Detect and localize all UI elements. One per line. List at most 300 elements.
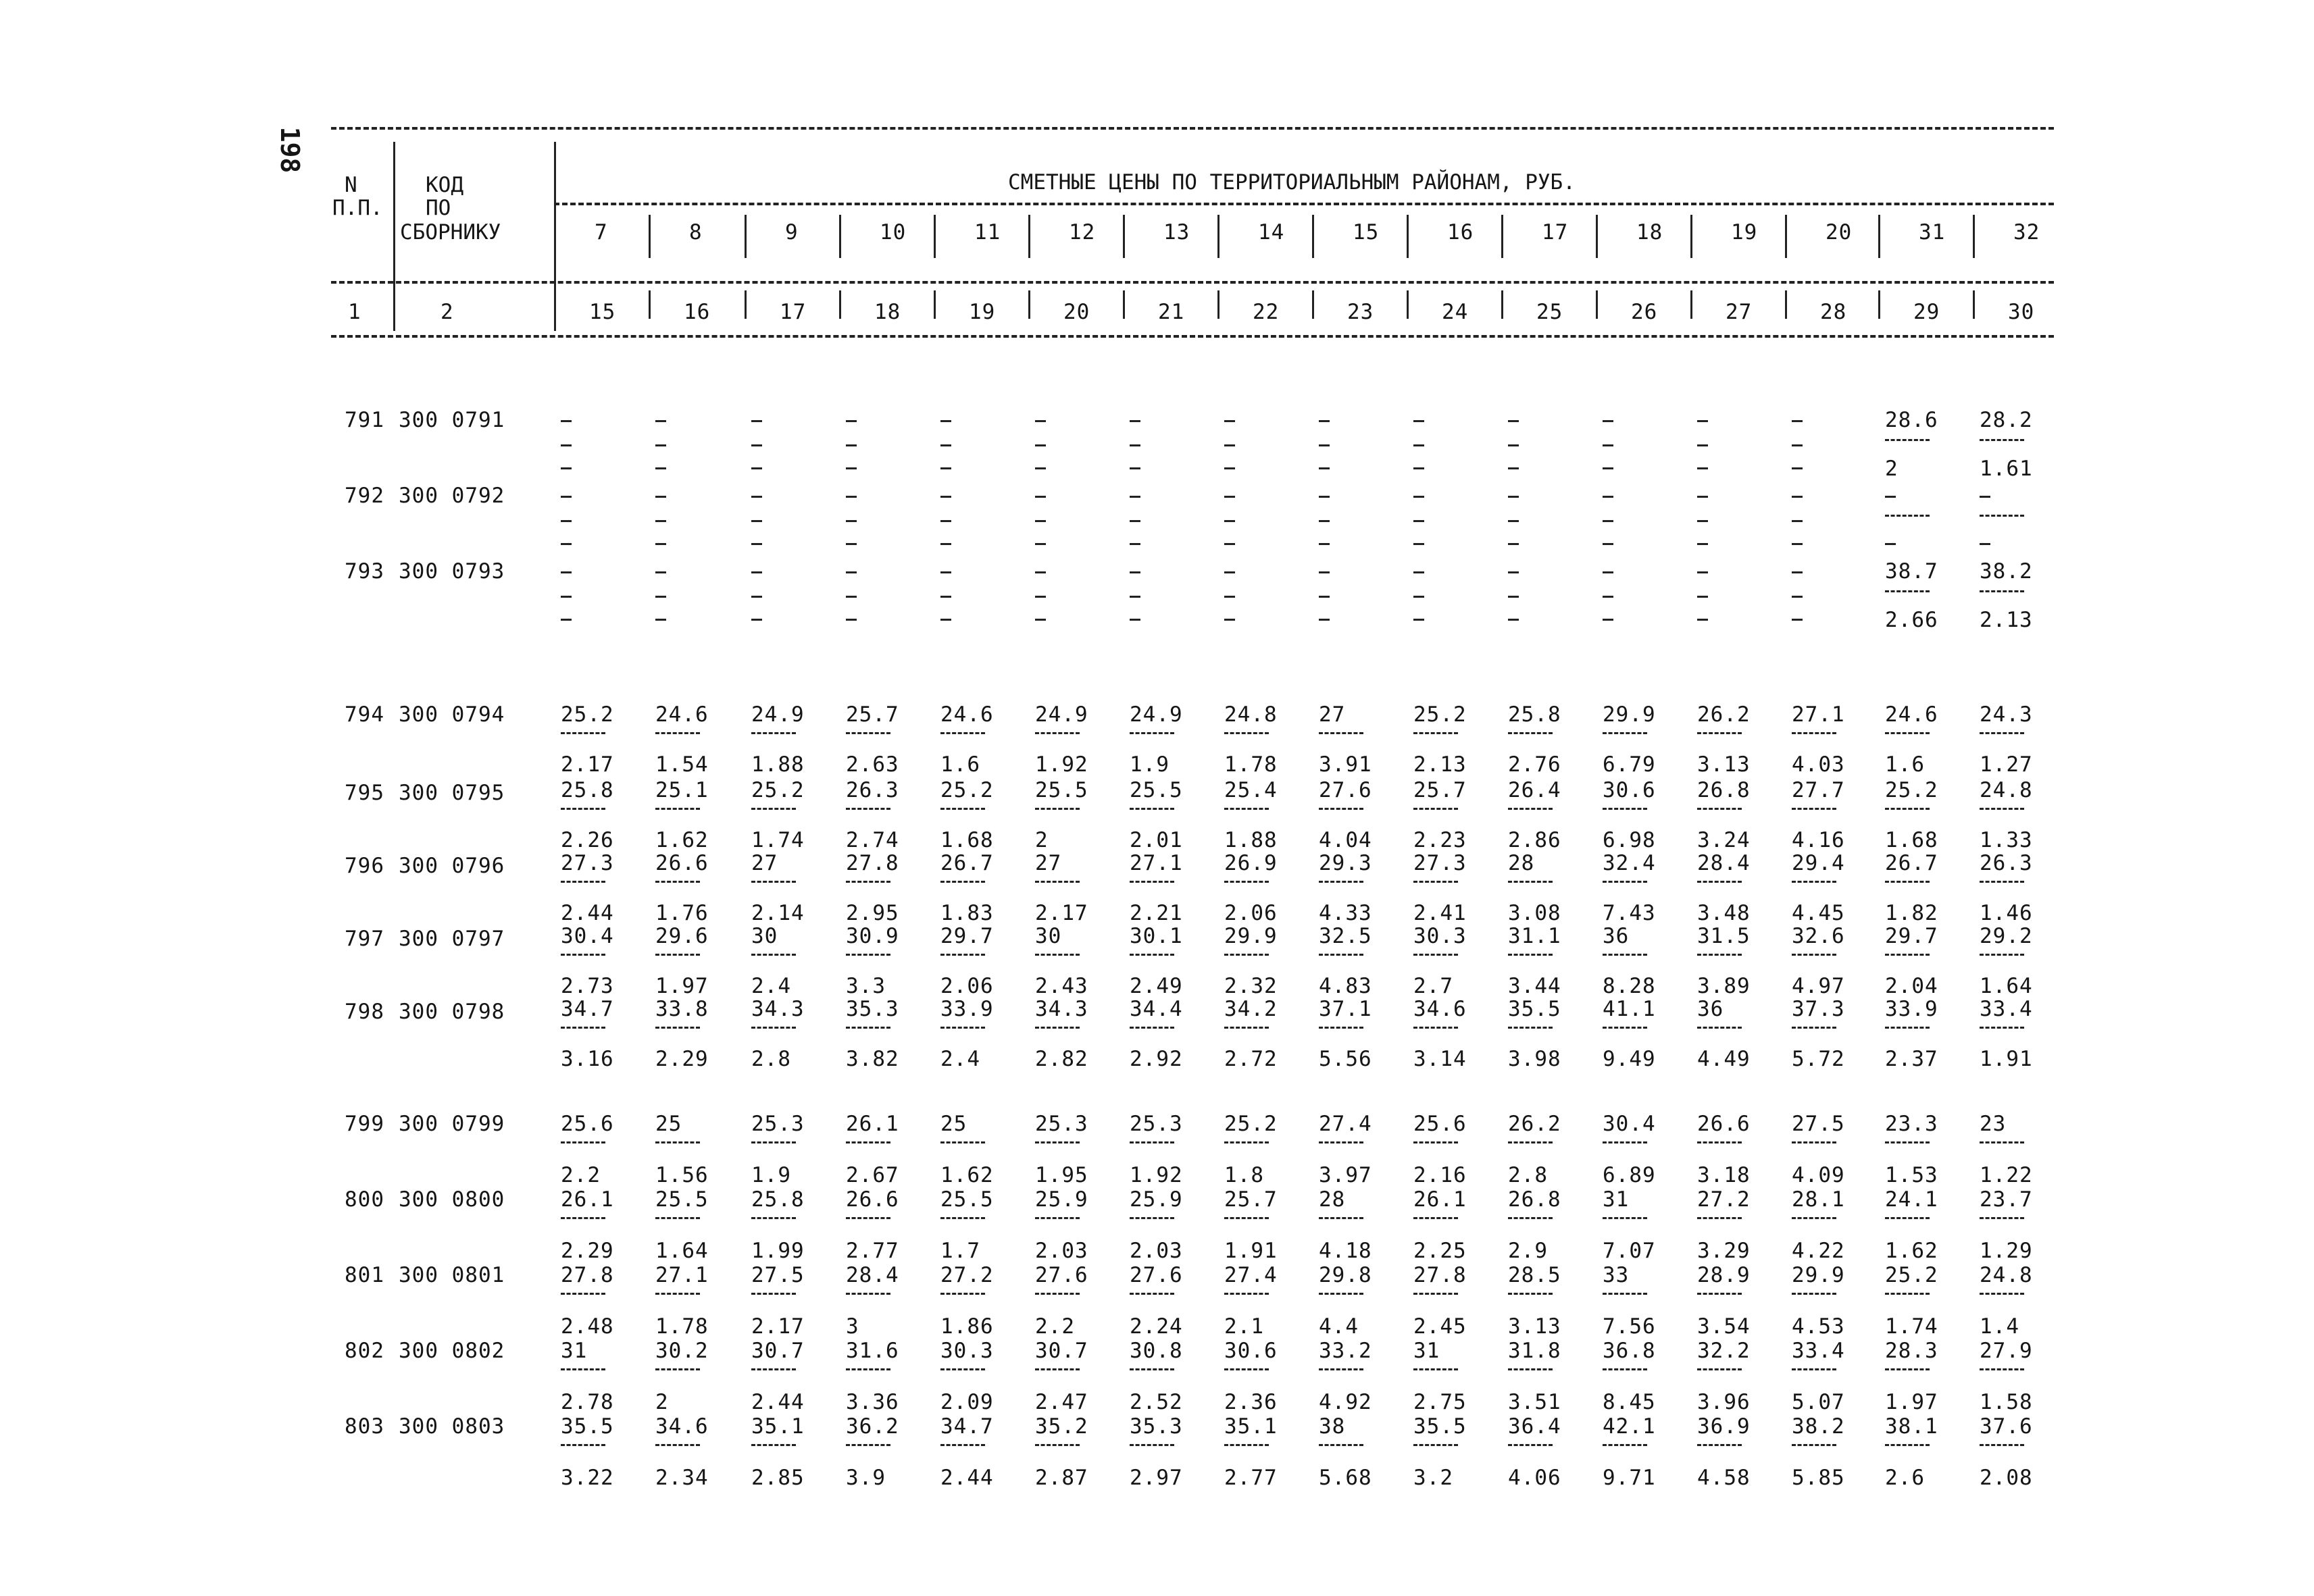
fraction-separator (940, 1141, 985, 1143)
fraction-separator (940, 808, 985, 810)
row-code: 300 0799 (399, 1112, 505, 1136)
dash-placeholder (1413, 571, 1424, 573)
dash-placeholder (655, 420, 666, 422)
table-cell-value: 2.77 (846, 1239, 899, 1263)
table-cell-value: 23 (1980, 1112, 2007, 1136)
table-cell-value: 26.6 (655, 851, 709, 875)
table-cell-value: 27 (1035, 851, 1062, 875)
fraction-separator (1035, 1141, 1080, 1143)
table-cell-value: 28.9 (1697, 1263, 1751, 1287)
table-cell-value: 3.2 (1413, 1466, 1453, 1490)
table-cell-value: 25.9 (1035, 1187, 1088, 1212)
fraction-separator (1885, 1217, 1930, 1219)
table-cell-value: 35.1 (1224, 1414, 1278, 1439)
fraction-separator (940, 1368, 985, 1370)
dash-placeholder (561, 520, 572, 522)
fraction-separator (846, 808, 890, 810)
table-cell-value: 4.92 (1319, 1390, 1372, 1414)
dash-placeholder (751, 444, 762, 446)
table-cell-value: 3.13 (1508, 1314, 1561, 1339)
table-cell-value: 1.46 (1980, 901, 2033, 925)
dash-placeholder (1319, 496, 1330, 498)
dash-placeholder (1035, 520, 1046, 522)
header-column-divider (1596, 290, 1598, 319)
fraction-separator (846, 1293, 890, 1295)
fraction-separator (1413, 1141, 1458, 1143)
table-cell-value: 6.79 (1603, 752, 1656, 777)
fraction-separator (1035, 1217, 1080, 1219)
table-cell-value: 2.08 (1980, 1466, 2033, 1490)
fraction-separator (1130, 1141, 1174, 1143)
fraction-separator (1130, 1444, 1174, 1446)
table-cell-value: 28.1 (1792, 1187, 1845, 1212)
fraction-separator (1697, 732, 1742, 734)
fraction-separator (655, 1217, 700, 1219)
column-index-number: 21 (1158, 300, 1185, 324)
table-cell-value: 25.2 (1885, 778, 1938, 802)
dash-placeholder (1035, 444, 1046, 446)
col-n-label-2: П.П. (332, 196, 383, 220)
table-cell-value: 24.8 (1980, 778, 2033, 802)
fraction-separator (1130, 732, 1174, 734)
dash-placeholder (1130, 467, 1140, 469)
dash-placeholder (1413, 619, 1424, 621)
table-cell-value: 33.8 (655, 997, 709, 1021)
table-cell-value: 26.2 (1508, 1112, 1561, 1136)
table-cell-value: 33.9 (940, 997, 994, 1021)
fraction-separator (1980, 881, 2024, 883)
col-code-label: КОД (426, 173, 463, 197)
fraction-separator (1603, 1368, 1647, 1370)
table-cell-value: 38.7 (1885, 559, 1938, 584)
dash-placeholder (655, 520, 666, 522)
row-code: 300 0800 (399, 1187, 505, 1212)
table-cell-value: 24.8 (1980, 1263, 2033, 1287)
dash-placeholder (1224, 571, 1235, 573)
dash-placeholder (751, 619, 762, 621)
header-column-divider (1878, 290, 1880, 319)
dash-placeholder (1508, 444, 1519, 446)
table-cell-value: 3.22 (561, 1466, 614, 1490)
fraction-separator (1792, 1293, 1836, 1295)
fraction-separator (1413, 1027, 1458, 1029)
table-cell-value: 28 (1319, 1187, 1346, 1212)
table-cell-value: 2.43 (1035, 974, 1088, 998)
fraction-separator (1224, 1293, 1269, 1295)
fraction-separator (1603, 954, 1647, 956)
table-cell-value: 36.9 (1697, 1414, 1751, 1439)
dash-placeholder (1319, 571, 1330, 573)
district-number: 9 (785, 220, 799, 244)
fraction-separator (1130, 808, 1174, 810)
table-cell-value: 34.7 (561, 997, 614, 1021)
fraction-separator (1224, 808, 1269, 810)
dash-placeholder (1603, 496, 1613, 498)
table-cell-value: 4.22 (1792, 1239, 1845, 1263)
dash-placeholder (940, 619, 951, 621)
column-index-number: 15 (589, 300, 616, 324)
dash-placeholder (1224, 543, 1235, 545)
table-cell-value: 41.1 (1603, 997, 1656, 1021)
table-cell-value: 27.6 (1319, 778, 1372, 802)
table-cell-value: 34.3 (1035, 997, 1088, 1021)
fraction-separator (1224, 1368, 1269, 1370)
table-cell-value: 25.4 (1224, 778, 1278, 802)
row-number: 802 (345, 1339, 384, 1363)
fraction-separator (1697, 881, 1742, 883)
column-index-number: 20 (1063, 300, 1090, 324)
column-index-number: 30 (2008, 300, 2035, 324)
dash-placeholder (1697, 596, 1708, 598)
fraction-separator (1035, 808, 1080, 810)
table-cell-value: 29.2 (1980, 924, 2033, 948)
fraction-separator (1035, 954, 1080, 956)
dash-placeholder (940, 444, 951, 446)
dash-placeholder (940, 420, 951, 422)
table-cell-value: 1.8 (1224, 1163, 1264, 1187)
dash-placeholder (1035, 543, 1046, 545)
dash-placeholder (1508, 619, 1519, 621)
fraction-separator (1508, 1141, 1553, 1143)
dash-placeholder (561, 543, 572, 545)
column-index-number: 25 (1536, 300, 1563, 324)
table-cell-value: 2.24 (1130, 1314, 1183, 1339)
fraction-separator (1603, 1141, 1647, 1143)
dash-placeholder (1224, 496, 1235, 498)
fraction-separator (561, 1293, 605, 1295)
dash-placeholder (1319, 596, 1330, 598)
fraction-separator (1508, 1444, 1553, 1446)
fraction-separator (1508, 732, 1553, 734)
fraction-separator (751, 1217, 796, 1219)
table-cell-value: 2.03 (1035, 1239, 1088, 1263)
table-cell-value: 2.8 (1508, 1163, 1548, 1187)
header-column-divider (393, 290, 395, 319)
dash-placeholder (561, 619, 572, 621)
fraction-separator (1980, 732, 2024, 734)
dash-placeholder (751, 420, 762, 422)
dash-placeholder (1224, 444, 1235, 446)
table-cell-value: 29.7 (1885, 924, 1938, 948)
table-cell-value: 26.2 (1697, 702, 1751, 727)
table-cell-value: 38.2 (1792, 1414, 1845, 1439)
table-cell-value: 3.16 (561, 1047, 614, 1071)
table-cell-value: 2.9 (1508, 1239, 1548, 1263)
table-cell-value: 32.2 (1697, 1339, 1751, 1363)
header-column-divider (839, 215, 841, 258)
fraction-separator (1697, 1217, 1742, 1219)
table-cell-value: 24.3 (1980, 702, 2033, 727)
fraction-separator (561, 1368, 605, 1370)
table-cell-value: 38.2 (1980, 559, 2033, 584)
dash-placeholder (1885, 543, 1896, 545)
table-cell-value: 26.8 (1508, 1187, 1561, 1212)
dash-placeholder (1697, 467, 1708, 469)
fraction-separator (751, 808, 796, 810)
row-number: 798 (345, 1000, 384, 1024)
table-cell-value: 3.13 (1697, 752, 1751, 777)
fraction-separator (1319, 1217, 1363, 1219)
fraction-separator (1224, 1027, 1269, 1029)
column-index-number: 17 (780, 300, 807, 324)
table-cell-value: 1.6 (1885, 752, 1925, 777)
dash-placeholder (1508, 520, 1519, 522)
dash-placeholder (1603, 467, 1613, 469)
table-cell-value: 1.74 (751, 828, 805, 852)
fraction-separator (751, 1293, 796, 1295)
fraction-separator (1885, 732, 1930, 734)
dash-placeholder (1697, 496, 1708, 498)
dash-placeholder (940, 520, 951, 522)
header-column-divider (1878, 215, 1880, 258)
table-cell-value: 2 (1885, 457, 1898, 481)
table-cell-value: 24.9 (1035, 702, 1088, 727)
table-cell-value: 36.2 (846, 1414, 899, 1439)
fraction-separator (561, 1444, 605, 1446)
table-cell-value: 27.8 (846, 851, 899, 875)
table-cell-value: 30.6 (1224, 1339, 1278, 1363)
fraction-separator (655, 1027, 700, 1029)
table-cell-value: 30.1 (1130, 924, 1183, 948)
table-cell-value: 1.29 (1980, 1239, 2033, 1263)
fraction-separator (1413, 808, 1458, 810)
table-cell-value: 7.43 (1603, 901, 1656, 925)
fraction-separator (1885, 1141, 1930, 1143)
table-cell-value: 2.01 (1130, 828, 1183, 852)
table-cell-value: 1.9 (751, 1163, 791, 1187)
table-cell-value: 2.78 (561, 1390, 614, 1414)
fraction-separator (846, 954, 890, 956)
fraction-separator (561, 808, 605, 810)
fraction-separator (1697, 954, 1742, 956)
row-number: 791 (345, 408, 384, 432)
table-cell-value: 4.45 (1792, 901, 1845, 925)
dash-placeholder (1697, 444, 1708, 446)
header-column-divider (1407, 290, 1409, 319)
fraction-separator (1130, 881, 1174, 883)
table-cell-value: 26.1 (846, 1112, 899, 1136)
table-cell-value: 24.6 (1885, 702, 1938, 727)
table-cell-value: 2.26 (561, 828, 614, 852)
table-cell-value: 29.9 (1224, 924, 1278, 948)
dash-placeholder (1319, 543, 1330, 545)
row-number: 803 (345, 1414, 384, 1439)
table-cell-value: 1.27 (1980, 752, 2033, 777)
dash-placeholder (1413, 596, 1424, 598)
table-cell-value: 32.5 (1319, 924, 1372, 948)
table-cell-value: 1.78 (1224, 752, 1278, 777)
district-number: 7 (595, 220, 608, 244)
table-cell-value: 2.92 (1130, 1047, 1183, 1071)
fraction-separator (655, 881, 700, 883)
table-cell-value: 29.6 (655, 924, 709, 948)
table-cell-value: 28 (1508, 851, 1535, 875)
row-number: 796 (345, 854, 384, 878)
dash-placeholder (846, 596, 857, 598)
header-top-rule (331, 127, 2054, 130)
district-number: 17 (1542, 220, 1569, 244)
district-number: 8 (689, 220, 703, 244)
table-cell-value: 1.61 (1980, 457, 2033, 481)
header-column-divider (1312, 215, 1314, 258)
fraction-separator (1319, 1444, 1363, 1446)
table-cell-value: 6.98 (1603, 828, 1656, 852)
district-number: 16 (1447, 220, 1474, 244)
table-cell-value: 1.53 (1885, 1163, 1938, 1187)
table-cell-value: 5.68 (1319, 1466, 1372, 1490)
header-column-divider (1501, 215, 1503, 258)
fraction-separator (561, 1217, 605, 1219)
table-cell-value: 1.91 (1224, 1239, 1278, 1263)
col-n-label: N (345, 173, 357, 197)
dash-placeholder (846, 467, 857, 469)
table-cell-value: 26.7 (940, 851, 994, 875)
header-column-divider (934, 290, 936, 319)
row-code: 300 0795 (399, 781, 505, 805)
table-cell-value: 32.4 (1603, 851, 1656, 875)
district-number: 14 (1258, 220, 1285, 244)
dash-placeholder (1792, 571, 1803, 573)
header-column-divider (934, 215, 936, 258)
header-column-divider (1973, 215, 1975, 258)
table-cell-value: 25.5 (1035, 778, 1088, 802)
table-cell-value: 2.16 (1413, 1163, 1467, 1187)
fraction-separator (1319, 732, 1363, 734)
table-cell-value: 34.2 (1224, 997, 1278, 1021)
fraction-separator (940, 954, 985, 956)
table-cell-value: 25.2 (940, 778, 994, 802)
fraction-separator (1980, 515, 2024, 517)
table-cell-value: 34.6 (655, 1414, 709, 1439)
table-cell-value: 2.14 (751, 901, 805, 925)
column-index-number: 27 (1726, 300, 1753, 324)
dash-placeholder (751, 520, 762, 522)
dash-placeholder (1413, 543, 1424, 545)
table-cell-value: 2.44 (751, 1390, 805, 1414)
page-number: 198 (275, 126, 305, 174)
fraction-separator (1319, 1368, 1363, 1370)
table-cell-value: 1.78 (655, 1314, 709, 1339)
table-cell-value: 1.64 (1980, 974, 2033, 998)
table-cell-value: 25 (655, 1112, 682, 1136)
dash-placeholder (1130, 520, 1140, 522)
table-cell-value: 31.6 (846, 1339, 899, 1363)
table-cell-value: 31 (1413, 1339, 1440, 1363)
table-cell-value: 26.4 (1508, 778, 1561, 802)
table-cell-value: 3.89 (1697, 974, 1751, 998)
fraction-separator (1980, 808, 2024, 810)
fraction-separator (846, 732, 890, 734)
fraction-separator (846, 1368, 890, 1370)
table-cell-value: 25.5 (1130, 778, 1183, 802)
district-number: 13 (1163, 220, 1190, 244)
table-cell-value: 3.96 (1697, 1390, 1751, 1414)
table-cell-value: 27.4 (1319, 1112, 1372, 1136)
table-cell-value: 24.1 (1885, 1187, 1938, 1212)
table-cell-value: 1.97 (1885, 1390, 1938, 1414)
fraction-separator (1130, 1027, 1174, 1029)
fraction-separator (1035, 732, 1080, 734)
header-bottom-rule (331, 335, 2054, 338)
table-cell-value: 4.49 (1697, 1047, 1751, 1071)
dash-placeholder (561, 467, 572, 469)
table-cell-value: 24.9 (751, 702, 805, 727)
table-cell-value: 28.2 (1980, 408, 2033, 432)
table-cell-value: 25 (940, 1112, 967, 1136)
table-cell-value: 35.3 (846, 997, 899, 1021)
table-cell-value: 3.91 (1319, 752, 1372, 777)
fraction-separator (1224, 732, 1269, 734)
header-column-divider (1217, 290, 1219, 319)
row-code: 300 0797 (399, 927, 505, 951)
table-cell-value: 2.76 (1508, 752, 1561, 777)
table-cell-value: 30.8 (1130, 1339, 1183, 1363)
table-cell-value: 28.6 (1885, 408, 1938, 432)
table-cell-value: 29.4 (1792, 851, 1845, 875)
table-cell-value: 3.18 (1697, 1163, 1751, 1187)
table-cell-value: 2.45 (1413, 1314, 1467, 1339)
table-cell-value: 3.54 (1697, 1314, 1751, 1339)
fraction-separator (655, 1368, 700, 1370)
fraction-separator (1508, 881, 1553, 883)
dash-placeholder (1035, 420, 1046, 422)
header-column-divider (1217, 215, 1219, 258)
row-code: 300 0802 (399, 1339, 505, 1363)
dash-placeholder (1413, 496, 1424, 498)
table-cell-value: 1.54 (655, 752, 709, 777)
fraction-separator (655, 1293, 700, 1295)
table-cell-value: 30 (1035, 924, 1062, 948)
table-cell-value: 1.62 (655, 828, 709, 852)
fraction-separator (1885, 515, 1930, 517)
dash-placeholder (561, 496, 572, 498)
fraction-separator (1980, 1293, 2024, 1295)
header-column-divider (1690, 215, 1692, 258)
table-cell-value: 3.3 (846, 974, 886, 998)
header-column-divider (1123, 290, 1125, 319)
fraction-separator (846, 1444, 890, 1446)
table-cell-value: 29.8 (1319, 1263, 1372, 1287)
table-cell-value: 30.4 (561, 924, 614, 948)
fraction-separator (751, 881, 796, 883)
table-cell-value: 2.66 (1885, 608, 1938, 632)
fraction-separator (561, 1027, 605, 1029)
dash-placeholder (1319, 467, 1330, 469)
table-cell-value: 1.68 (940, 828, 994, 852)
table-cell-value: 2.17 (561, 752, 614, 777)
fraction-separator (751, 1368, 796, 1370)
column-index-number: 18 (874, 300, 901, 324)
table-cell-value: 25.6 (1413, 1112, 1467, 1136)
table-cell-value: 27.1 (655, 1263, 709, 1287)
column-index-number: 26 (1631, 300, 1658, 324)
table-cell-value: 32.6 (1792, 924, 1845, 948)
table-cell-value: 4.83 (1319, 974, 1372, 998)
row-number: 793 (345, 559, 384, 584)
fraction-separator (1035, 1368, 1080, 1370)
fraction-separator (1792, 1027, 1836, 1029)
table-cell-value: 34.6 (1413, 997, 1467, 1021)
table-cell-value: 26.6 (1697, 1112, 1751, 1136)
fraction-separator (940, 1293, 985, 1295)
dash-placeholder (846, 520, 857, 522)
dash-placeholder (1035, 571, 1046, 573)
table-cell-value: 30.9 (846, 924, 899, 948)
dash-placeholder (1413, 420, 1424, 422)
table-cell-value: 31 (1603, 1187, 1630, 1212)
fraction-separator (1603, 881, 1647, 883)
fraction-separator (1792, 808, 1836, 810)
